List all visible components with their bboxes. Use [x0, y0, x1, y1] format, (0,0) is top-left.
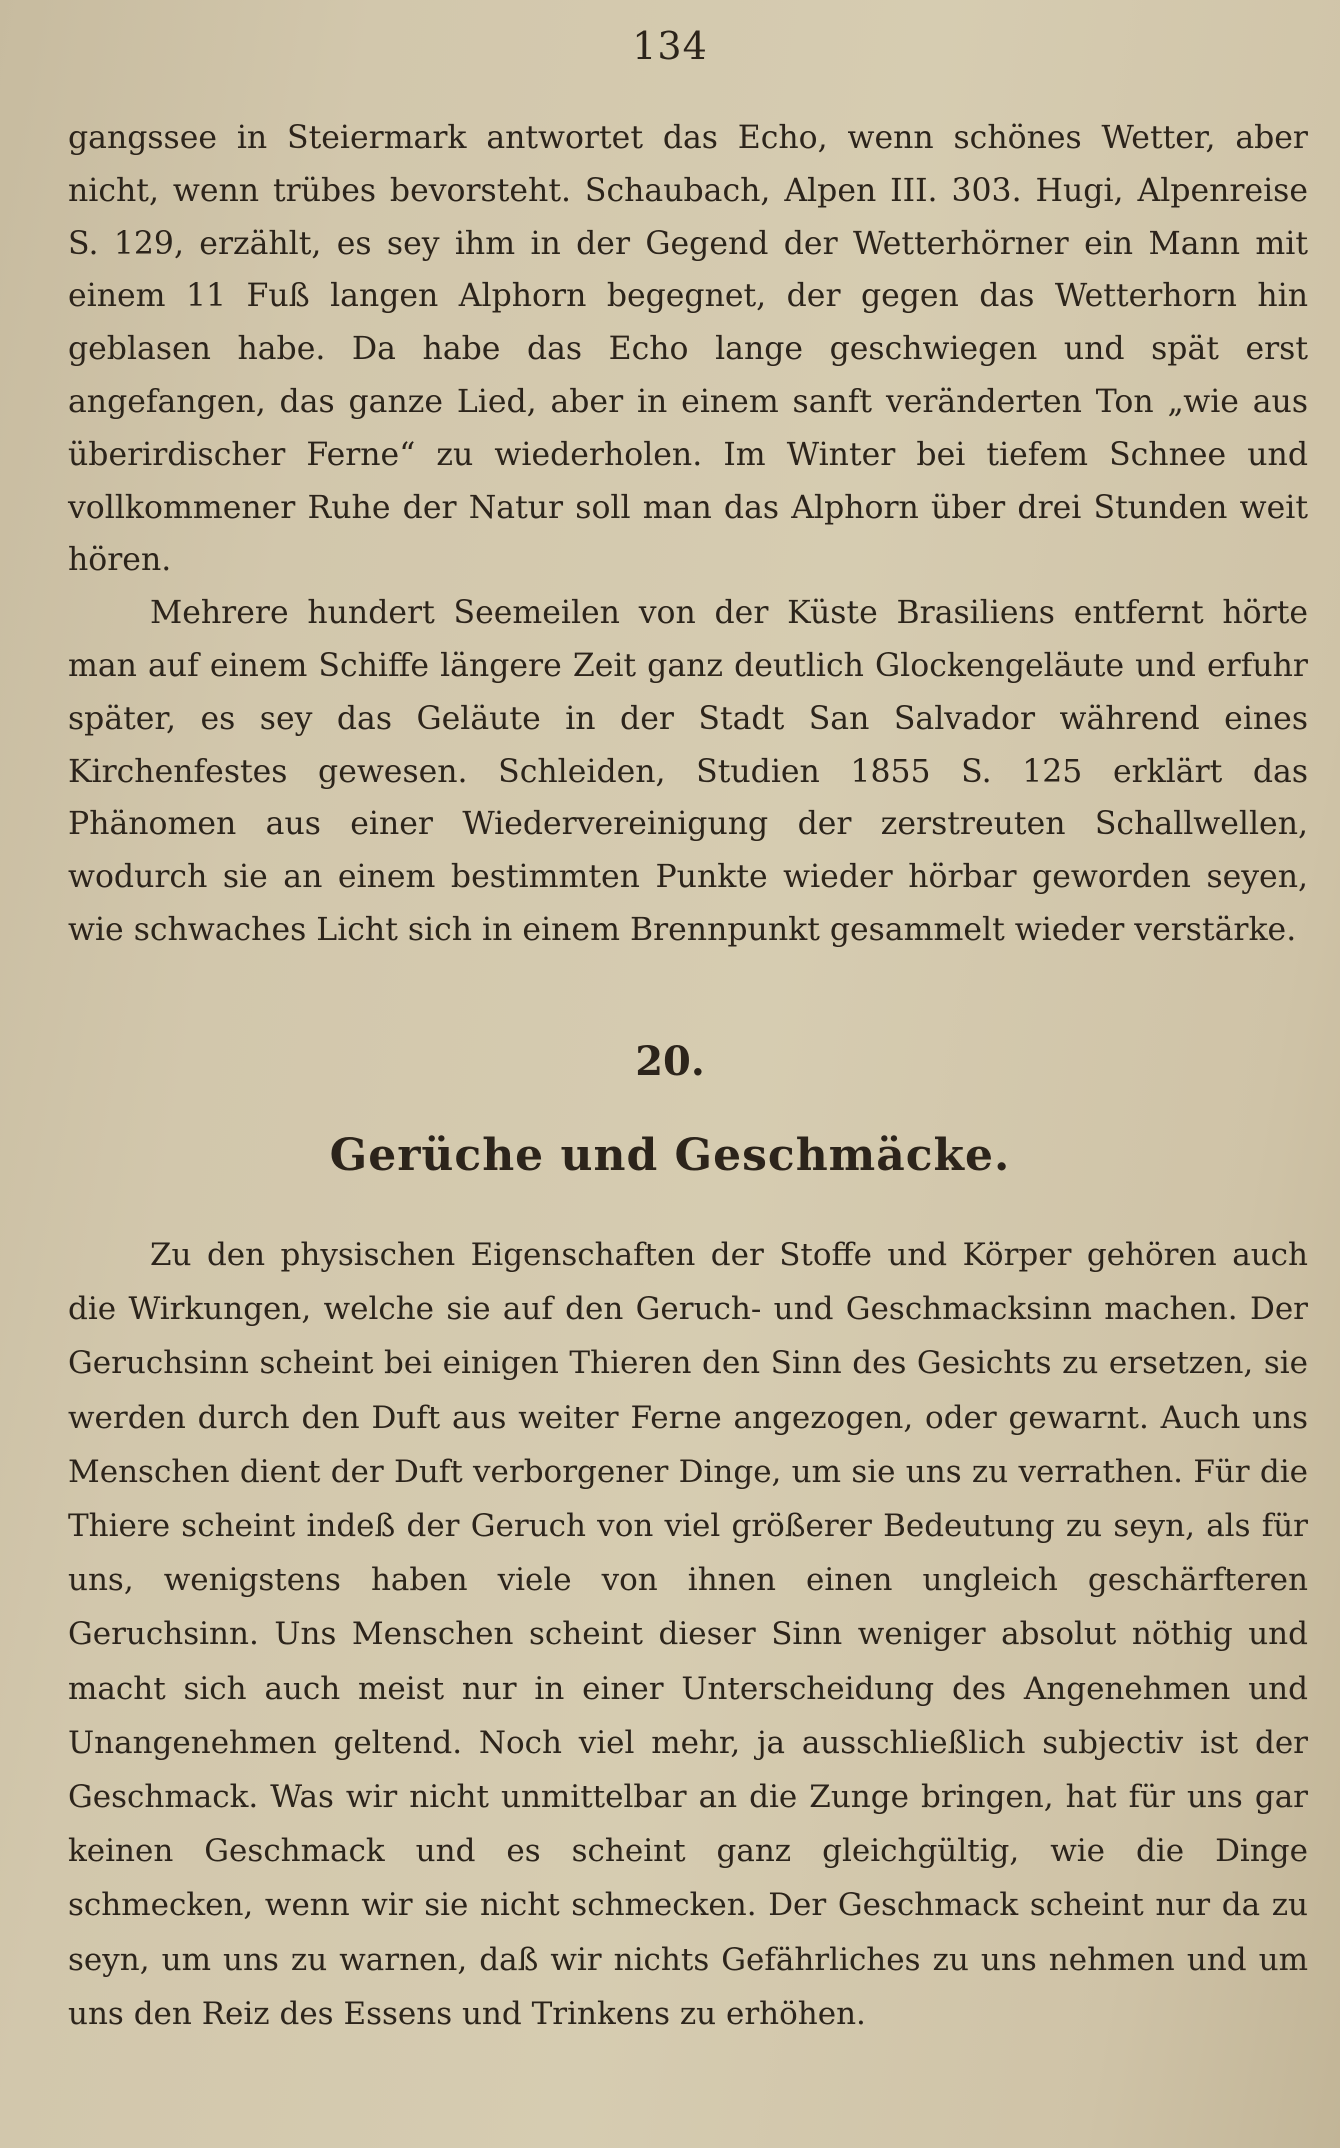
bottom-text-block	[68, 1228, 1308, 2041]
paragraph-smell-taste: Zu den physischen Eigenschaften der Stoffe und Körper gehören auch die Wirkungen, welche sie auf den Geruch- und Geschmacksinn machen. Der Geruchsinn scheint bei einigen Thieren den Sinn des Gesichts zu ersetzen, sie werden durch den Duft aus weiter Ferne angezogen, oder gewarnt. Auch uns Menschen dient der Duft verborgener Dinge, um sie uns zu verrathen. Für die Thiere scheint indeß der Geruch von viel größerer Bedeutung zu seyn, als für uns, wenigstens haben viele von ihnen einen ungleich geschärfteren Geruchsinn. Uns Menschen scheint dieser Sinn weniger absolut nöthig und macht sich auch meist nur in einer Unterscheidung des Angenehmen und Unangenehmen geltend. Noch viel mehr, ja ausschließlich subjectiv ist der Geschmack. Was wir nicht unmittelbar an die Zunge bringen, hat für uns gar keinen Geschmack und es scheint ganz gleichgültig, wie die Dinge schmecken, wenn wir sie nicht schmecken. Der Geschmack scheint nur da zu seyn, um uns zu warnen, daß wir nichts Gefährliches zu uns nehmen und um uns den Reiz des Essens und Trinkens zu erhöhen.	[68, 1237, 1308, 2032]
section-title: Gerüche und Geschmäcke.	[329, 1130, 1011, 1181]
paragraph-echo-continuation: gangssee in Steiermark antwortet das Echo, wenn schönes Wetter, aber nicht, wenn trübes bevorsteht. Schaubach, Alpen III. 303. Hugi, Alpenreise S. 129, erzählt, es sey ihm in der Gegend der Wetterhörner ein Mann mit einem 11 Fuß langen Alphorn begegnet, der gegen das Wetterhorn hin geblasen habe. Da habe das Echo lange geschwiegen und spät erst angefangen, das ganze Lied, aber in einem sanft veränderten Ton „wie aus überirdischer Ferne“ zu wiederholen. Im Winter bei tiefem Schnee und vollkommener Ruhe der Natur soll man das Alphorn über drei Stunden weit hören.	[68, 120, 1308, 579]
top-text-block	[68, 112, 1308, 957]
section-number: 20.	[635, 1038, 705, 1085]
paragraph-bells-brazil: Mehrere hundert Seemeilen von der Küste Brasiliens entfernt hörte man auf einem Schiffe längere Zeit ganz deutlich Glockengeläute und erfuhr später, es sey das Geläute in der Stadt San Salvador während eines Kirchenfestes gewesen. Schleiden, Studien 1855 S. 125 erklärt das Phänomen aus einer Wiedervereinigung der zerstreuten Schallwellen, wodurch sie an einem bestimmten Punkte wieder hörbar geworden seyen, wie schwaches Licht sich in einem Brennpunkt gesammelt wieder verstärke.	[68, 595, 1308, 948]
page-number: 134	[632, 24, 708, 68]
